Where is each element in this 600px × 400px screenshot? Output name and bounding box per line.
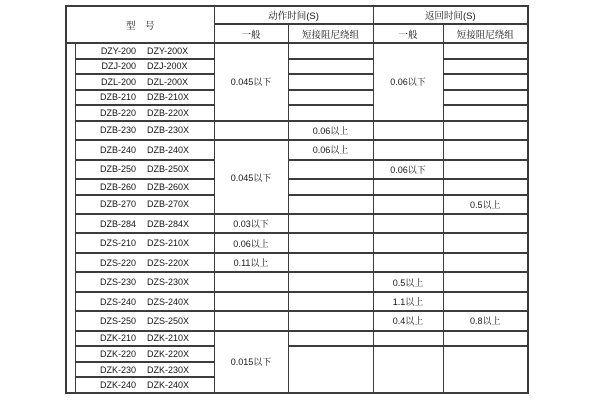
model-name-x: DZB-240X	[147, 144, 190, 155]
model-cell	[75, 253, 214, 272]
table-row	[66, 90, 528, 106]
model-name: DZB-240	[99, 144, 136, 155]
return-short-damping-cell	[443, 59, 528, 75]
action-general-cell: 0.015以下	[214, 331, 288, 393]
model-name-x: DZB-284X	[147, 218, 190, 229]
return-general-cell	[373, 233, 443, 252]
return-general-cell	[373, 121, 443, 140]
action-general-cell	[214, 292, 288, 311]
model-name: DZK-240	[99, 380, 136, 391]
model-name: DZK-220	[99, 348, 136, 359]
model-name: DZS-210	[99, 238, 136, 249]
subheader-return-short-damping: 短接阻尼绕组	[443, 24, 528, 43]
model-cell	[75, 160, 214, 179]
model-name: DZL-200	[100, 76, 136, 87]
action-general-cell: 0.06以上	[214, 233, 288, 252]
model-cell	[75, 292, 214, 311]
table-row	[66, 214, 528, 233]
header-row-1	[66, 6, 528, 24]
table-row	[66, 272, 528, 291]
table-row	[66, 140, 528, 159]
model-cell	[75, 311, 214, 330]
model-name-x: DZB-260X	[147, 181, 190, 192]
model-cell	[75, 233, 214, 252]
model-name-x: DZS-220X	[147, 257, 190, 268]
model-name: DZS-220	[99, 257, 136, 268]
action-short-damping-cell	[288, 253, 373, 272]
action-short-damping-cell	[288, 214, 373, 233]
return-general-cell	[373, 195, 443, 214]
model-name: DZB-210	[99, 92, 136, 103]
return-general-cell: 0.06以下	[373, 43, 443, 121]
action-general-cell: 0.11以上	[214, 253, 288, 272]
action-short-damping-cell: 0.06以上	[288, 121, 373, 140]
table-row	[66, 160, 528, 179]
model-cell	[75, 140, 214, 159]
action-short-damping-cell	[288, 105, 373, 121]
model-name-x: DZB-220X	[147, 107, 190, 118]
subheader-return-general: 一般	[373, 24, 443, 43]
table-row	[66, 253, 528, 272]
return-general-cell	[373, 346, 443, 393]
model-name-x: DZB-230X	[147, 125, 190, 136]
action-general-cell	[214, 311, 288, 330]
model-cell	[75, 43, 214, 59]
action-general-cell	[214, 272, 288, 291]
model-name-x: DZS-210X	[147, 238, 190, 249]
table-row	[66, 233, 528, 252]
return-general-cell: 0.5以上	[373, 272, 443, 291]
return-short-damping-cell	[443, 74, 528, 90]
action-general-cell: 0.045以下	[214, 140, 288, 214]
model-cell	[75, 214, 214, 233]
return-short-damping-cell	[443, 43, 528, 59]
model-name-x: DZB-250X	[147, 164, 190, 175]
action-short-damping-cell	[288, 311, 373, 330]
model-cell	[75, 121, 214, 140]
column-header-model: 型 号	[66, 6, 214, 43]
return-general-cell: 0.06以下	[373, 160, 443, 179]
action-general-cell: 0.03以下	[214, 214, 288, 233]
model-cell	[75, 105, 214, 121]
model-name-x: DZL-200X	[147, 76, 189, 87]
model-name: DZB-250	[99, 164, 136, 175]
model-name: DZK-230	[99, 364, 136, 375]
model-cell	[75, 346, 214, 362]
model-name-x: DZK-240X	[147, 380, 190, 391]
table-row	[66, 311, 528, 330]
model-name: DZK-210	[99, 333, 136, 344]
model-cell	[75, 179, 214, 195]
action-short-damping-cell	[288, 74, 373, 90]
return-short-damping-cell	[443, 253, 528, 272]
model-cell	[75, 272, 214, 291]
return-general-cell: 0.4以上	[373, 311, 443, 330]
relay-spec-table	[65, 5, 529, 394]
action-short-damping-cell	[288, 90, 373, 106]
column-header-return-time: 返回时间(S)	[373, 6, 528, 24]
return-short-damping-cell	[443, 346, 528, 393]
return-short-damping-cell	[443, 160, 528, 179]
return-general-cell	[373, 179, 443, 195]
action-short-damping-cell	[288, 346, 373, 393]
model-name: DZB-220	[99, 107, 136, 118]
table-row	[66, 331, 528, 347]
return-short-damping-cell	[443, 292, 528, 311]
action-short-damping-cell	[288, 331, 373, 347]
return-short-damping-cell	[443, 90, 528, 106]
model-name-x: DZB-210X	[147, 92, 190, 103]
action-short-damping-cell	[288, 43, 373, 59]
return-general-cell	[373, 253, 443, 272]
model-name: DZS-240	[99, 296, 136, 307]
action-short-damping-cell	[288, 272, 373, 291]
return-short-damping-cell	[443, 272, 528, 291]
model-cell	[75, 74, 214, 90]
model-cell	[75, 377, 214, 393]
model-name-x: DZJ-200X	[147, 61, 188, 72]
model-name-x: DZS-240X	[147, 296, 190, 307]
action-general-cell: 0.045以下	[214, 43, 288, 121]
table-row	[66, 59, 528, 75]
table-row	[66, 105, 528, 121]
return-short-damping-cell	[443, 121, 528, 140]
table-row	[66, 292, 528, 311]
model-name: DZY-200	[100, 45, 136, 56]
model-cell	[75, 362, 214, 378]
table-row	[66, 43, 528, 59]
model-name: DZJ-200	[101, 61, 136, 72]
table-row	[66, 346, 528, 362]
action-short-damping-cell	[288, 195, 373, 214]
model-name-x: DZK-220X	[147, 348, 190, 359]
column-header-action-time: 动作时间(S)	[214, 6, 373, 24]
left-spacer-cell	[66, 43, 75, 393]
action-short-damping-cell	[288, 233, 373, 252]
return-general-cell	[373, 214, 443, 233]
model-name: DZB-260	[99, 181, 136, 192]
model-cell	[75, 331, 214, 347]
model-name: DZB-230	[99, 125, 136, 136]
table-row	[66, 74, 528, 90]
table-row	[66, 121, 528, 140]
model-cell	[75, 90, 214, 106]
return-short-damping-cell	[443, 214, 528, 233]
return-short-damping-cell	[443, 179, 528, 195]
return-short-damping-cell	[443, 140, 528, 159]
model-name-x: DZY-200X	[147, 45, 189, 56]
model-cell	[75, 195, 214, 214]
action-short-damping-cell	[288, 292, 373, 311]
model-name-x: DZB-270X	[147, 199, 190, 210]
model-name: DZS-250	[99, 315, 136, 326]
action-short-damping-cell	[288, 179, 373, 195]
action-short-damping-cell	[288, 59, 373, 75]
model-name: DZB-284	[99, 218, 136, 229]
model-name-x: DZS-230X	[147, 277, 190, 288]
return-short-damping-cell: 0.8以上	[443, 311, 528, 330]
action-general-cell	[214, 121, 288, 140]
model-name-x: DZK-210X	[147, 333, 190, 344]
table-row	[66, 179, 528, 195]
action-short-damping-cell: 0.06以上	[288, 140, 373, 159]
action-short-damping-cell	[288, 160, 373, 179]
return-short-damping-cell: 0.5以上	[443, 195, 528, 214]
return-short-damping-cell	[443, 331, 528, 347]
return-short-damping-cell	[443, 233, 528, 252]
return-general-cell	[373, 331, 443, 347]
return-general-cell: 1.1以上	[373, 292, 443, 311]
model-name: DZS-230	[99, 277, 136, 288]
return-short-damping-cell	[443, 105, 528, 121]
model-name: DZB-270	[99, 199, 136, 210]
model-name-x: DZS-250X	[147, 315, 190, 326]
model-name-x: DZK-230X	[147, 364, 190, 375]
table-row	[66, 195, 528, 214]
subheader-action-general: 一般	[214, 24, 288, 43]
subheader-action-short-damping: 短接阻尼绕组	[288, 24, 373, 43]
model-cell	[75, 59, 214, 75]
return-general-cell	[373, 140, 443, 159]
